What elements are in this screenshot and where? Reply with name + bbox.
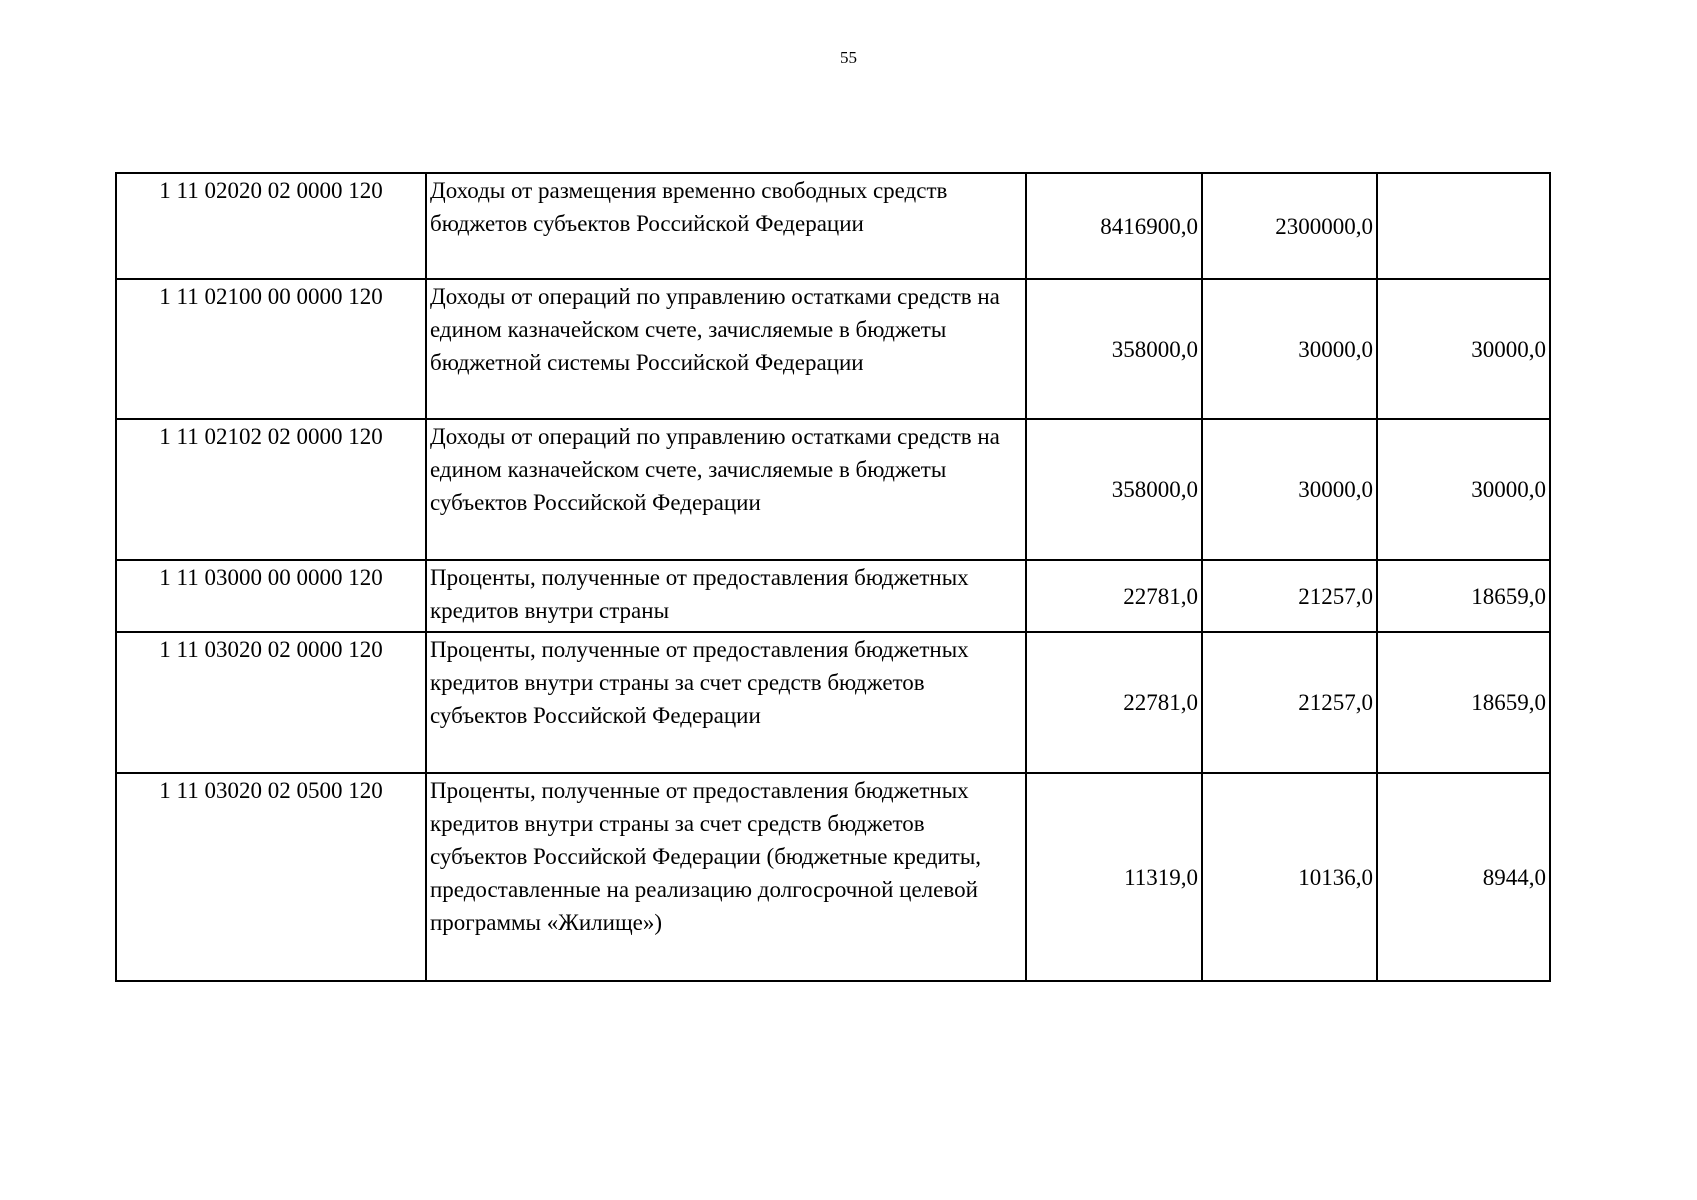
table-row: [116, 632, 1550, 773]
row-description: Проценты, полученные от предоставления бюджетных кредитов внутри страны за счет средств бюджетов субъектов Российской Федерации: [426, 632, 1026, 773]
table-row: [116, 419, 1550, 560]
budget-revenue-table: [115, 172, 1551, 982]
row-code: 1 11 03020 02 0500 120: [116, 773, 426, 981]
table-row: [116, 773, 1550, 981]
row-description: Проценты, полученные от предоставления бюджетных кредитов внутри страны: [426, 560, 1026, 632]
row-description: Доходы от операций по управлению остатками средств на едином казначейском счете, зачисляемые в бюджеты бюджетной системы Российской Федерации: [426, 279, 1026, 419]
row-value-2: 30000,0: [1202, 419, 1377, 560]
row-value-2: 21257,0: [1202, 632, 1377, 773]
row-value-3: 8944,0: [1377, 773, 1550, 981]
row-value-3: [1377, 173, 1550, 279]
page-number: 55: [840, 48, 857, 67]
row-value-1: 358000,0: [1026, 419, 1202, 560]
row-code: 1 11 03020 02 0000 120: [116, 632, 426, 773]
row-value-1: 22781,0: [1026, 632, 1202, 773]
row-description: Проценты, полученные от предоставления бюджетных кредитов внутри страны за счет средств бюджетов субъектов Российской Федерации (бюджетные кредиты, предоставленные на реализацию долгосрочной целевой программы «Жилище»): [426, 773, 1026, 981]
table-row: [116, 279, 1550, 419]
row-value-3: 30000,0: [1377, 419, 1550, 560]
row-value-1: 22781,0: [1026, 560, 1202, 632]
row-value-3: 18659,0: [1377, 632, 1550, 773]
row-value-2: 10136,0: [1202, 773, 1377, 981]
row-value-2: 21257,0: [1202, 560, 1377, 632]
row-value-3: 30000,0: [1377, 279, 1550, 419]
row-value-1: 358000,0: [1026, 279, 1202, 419]
table-row: [116, 560, 1550, 632]
row-value-1: 8416900,0: [1026, 173, 1202, 279]
row-code: 1 11 02102 02 0000 120: [116, 419, 426, 560]
row-value-2: 2300000,0: [1202, 173, 1377, 279]
row-code: 1 11 03000 00 0000 120: [116, 560, 426, 632]
row-code: 1 11 02100 00 0000 120: [116, 279, 426, 419]
table-row: [116, 173, 1550, 279]
row-value-3: 18659,0: [1377, 560, 1550, 632]
row-description: Доходы от размещения временно свободных средств бюджетов субъектов Российской Федерации: [426, 173, 1026, 279]
row-description: Доходы от операций по управлению остатками средств на едином казначейском счете, зачисляемые в бюджеты субъектов Российской Федерации: [426, 419, 1026, 560]
row-code: 1 11 02020 02 0000 120: [116, 173, 426, 279]
row-value-2: 30000,0: [1202, 279, 1377, 419]
row-value-1: 11319,0: [1026, 773, 1202, 981]
